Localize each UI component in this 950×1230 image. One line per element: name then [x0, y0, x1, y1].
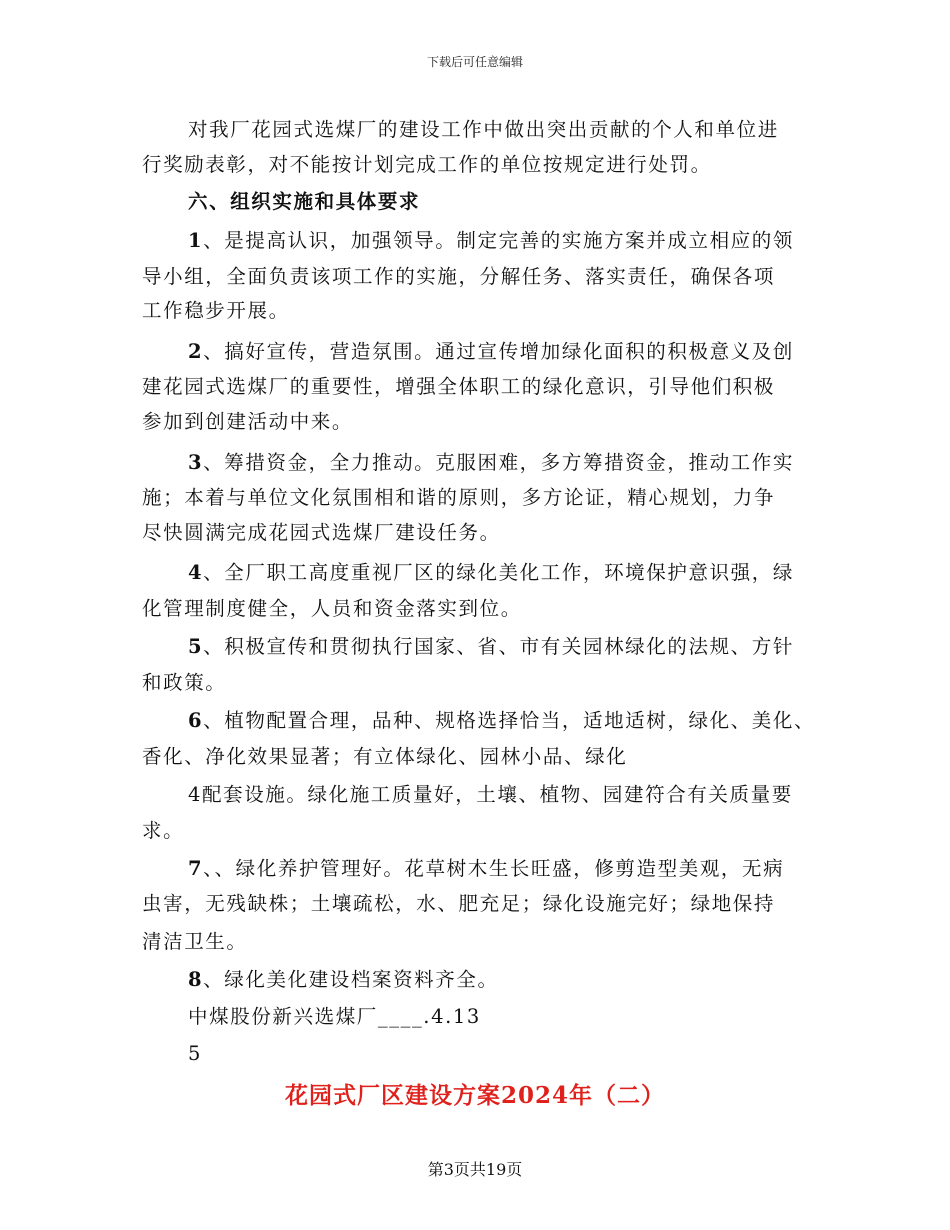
paragraph-line: 施；本着与单位文化氛围相和谐的原则，多方论证，精心规划，力争	[142, 486, 776, 509]
signature-line: 中煤股份新兴选煤厂____.4.13	[188, 1005, 481, 1028]
section-heading: 六、组织实施和具体要求	[188, 190, 421, 213]
paragraph-line: 建花园式选煤厂的重要性，增强全体职工的绿化意识，引导他们积极	[142, 375, 776, 398]
section-title: 花园式厂区建设方案2024年（二）	[284, 1082, 665, 1109]
list-item-2: 2、搞好宣传，营造氛围。通过宣传增加绿化面积的积极意义及创	[188, 340, 794, 363]
list-item-6: 6、植物配置合理，品种、规格选择恰当，适地适树，绿化、美化、	[188, 709, 816, 732]
paragraph-line: 导小组，全面负责该项工作的实施，分解任务、落实责任，确保各项	[142, 265, 776, 288]
paragraph-line: 化管理制度健全，人员和资金落实到位。	[142, 597, 522, 620]
paragraph-line: 清洁卫生。	[142, 930, 248, 953]
paragraph-line: 对我厂花园式选煤厂的建设工作中做出突出贡献的个人和单位进	[188, 118, 779, 141]
list-item-5: 5、积极宣传和贯彻执行国家、省、市有关园林绿化的法规、方针	[188, 635, 794, 658]
list-item-4: 4、全厂职工高度重视厂区的绿化美化工作，环境保护意识强，绿	[188, 561, 794, 584]
paragraph-line: 香化、净化效果显著；有立体绿化、园林小品、绿化	[142, 745, 628, 768]
paragraph-line: 尽快圆满完成花园式选煤厂建设任务。	[142, 521, 501, 544]
list-item-8: 8、绿化美化建设档案资料齐全。	[188, 968, 499, 991]
paragraph-line: 参加到创建活动中来。	[142, 410, 354, 433]
paragraph-line: 求。	[142, 819, 185, 842]
list-item-3: 3、筹措资金，全力推动。克服困难，多方筹措资金，推动工作实	[188, 451, 794, 474]
paragraph-line: 和政策。	[142, 671, 227, 694]
page-footer: 第3页共19页	[427, 1160, 523, 1179]
list-item-7: 7、、绿化养护管理好。花草树木生长旺盛，修剪造型美观，无病	[188, 857, 785, 880]
list-item-1: 1、是提高认识，加强领导。制定完善的实施方案并成立相应的领	[188, 229, 794, 252]
paragraph-line: 工作稳步开展。	[142, 299, 290, 322]
stray-number: 5	[188, 1042, 203, 1065]
page-header-note: 下载后可任意编辑	[426, 55, 523, 69]
paragraph-line: 行奖励表彰，对不能按计划完成工作的单位按规定进行处罚。	[142, 153, 712, 176]
paragraph-line: 虫害，无残缺株；土壤疏松，水、肥充足；绿化设施完好；绿地保持	[142, 892, 776, 915]
paragraph-line: 4配套设施。绿化施工质量好，土壤、植物、园建符合有关质量要	[188, 783, 793, 806]
